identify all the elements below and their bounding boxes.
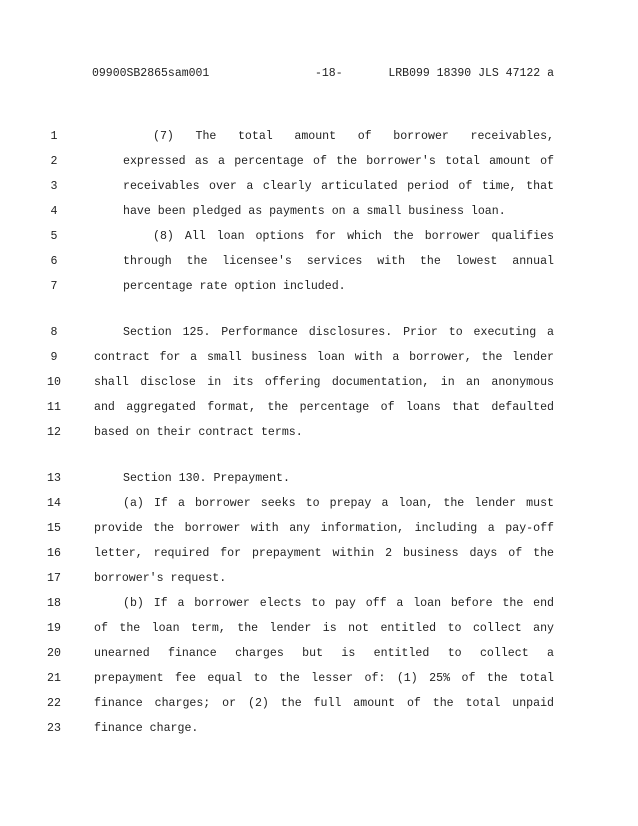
line-number: 3 <box>50 180 58 193</box>
line-text: through the licensee's services with the lowest annual <box>123 255 554 268</box>
text-line <box>0 178 632 195</box>
text-line <box>0 324 632 341</box>
text-line <box>0 570 632 587</box>
text-line <box>0 424 632 441</box>
line-text: expressed as a percentage of the borrower's total amount of <box>123 155 554 168</box>
line-number: 23 <box>47 722 61 735</box>
text-line <box>0 470 632 487</box>
line-text: shall disclose in its offering documentation, in an anonymous <box>94 376 554 389</box>
document-id: 09900SB2865sam001 <box>92 67 210 80</box>
text-line <box>0 153 632 170</box>
line-text: percentage rate option included. <box>123 280 346 293</box>
text-line <box>0 278 632 295</box>
text-line <box>0 720 632 737</box>
text-line <box>0 228 632 245</box>
line-number: 8 <box>50 326 58 339</box>
line-number: 4 <box>50 205 58 218</box>
reference-code: LRB099 18390 JLS 47122 a <box>388 67 554 80</box>
line-text: contract for a small business loan with a borrower, the lender <box>94 351 554 364</box>
line-number: 6 <box>50 255 58 268</box>
line-number: 21 <box>47 672 61 685</box>
line-text: receivables over a clearly articulated period of time, that <box>123 180 554 193</box>
page-header <box>92 66 554 82</box>
line-text: of the loan term, the lender is not entitled to collect any <box>94 622 554 635</box>
text-line <box>0 495 632 512</box>
text-line <box>0 545 632 562</box>
line-text: borrower's request. <box>94 572 227 585</box>
line-number: 20 <box>47 647 61 660</box>
text-line <box>0 374 632 391</box>
line-number: 10 <box>47 376 61 389</box>
text-line <box>0 399 632 416</box>
line-number: 5 <box>50 230 58 243</box>
line-number: 14 <box>47 497 61 510</box>
text-line <box>0 670 632 687</box>
line-text: finance charges; or (2) the full amount of the total unpaid <box>94 697 554 710</box>
line-number: 22 <box>47 697 61 710</box>
line-number: 9 <box>50 351 58 364</box>
line-text: (8) All loan options for which the borrower qualifies <box>153 230 554 243</box>
line-number: 2 <box>50 155 58 168</box>
text-line <box>0 520 632 537</box>
line-text: Section 125. Performance disclosures. Prior to executing a <box>123 326 554 339</box>
text-line <box>0 253 632 270</box>
line-text: (7) The total amount of borrower receivables, <box>153 130 554 143</box>
line-text: unearned finance charges but is entitled to collect a <box>94 647 554 660</box>
page-number: -18- <box>315 67 343 80</box>
line-text: letter, required for prepayment within 2 business days of the <box>94 547 554 560</box>
text-line <box>0 595 632 612</box>
text-line <box>0 645 632 662</box>
text-line <box>0 128 632 145</box>
line-number: 17 <box>47 572 61 585</box>
line-text: have been pledged as payments on a small business loan. <box>123 205 506 218</box>
line-text: (a) If a borrower seeks to prepay a loan, the lender must <box>123 497 554 510</box>
text-line <box>0 203 632 220</box>
line-number: 18 <box>47 597 61 610</box>
line-text: finance charge. <box>94 722 199 735</box>
line-text: based on their contract terms. <box>94 426 303 439</box>
line-text: prepayment fee equal to the lesser of: (1) 25% of the total <box>94 672 554 685</box>
line-text: and aggregated format, the percentage of loans that defaulted <box>94 401 554 414</box>
text-line <box>0 695 632 712</box>
line-number: 13 <box>47 472 61 485</box>
line-number: 16 <box>47 547 61 560</box>
line-text: (b) If a borrower elects to pay off a loan before the end <box>123 597 554 610</box>
line-number: 19 <box>47 622 61 635</box>
text-line <box>0 349 632 366</box>
section-heading: Section 130. Prepayment. <box>123 472 290 485</box>
line-text: provide the borrower with any information, including a pay-off <box>94 522 554 535</box>
text-line <box>0 620 632 637</box>
line-number: 11 <box>47 401 61 414</box>
line-number: 1 <box>50 130 58 143</box>
line-number: 12 <box>47 426 61 439</box>
line-number: 15 <box>47 522 61 535</box>
line-number: 7 <box>50 280 58 293</box>
